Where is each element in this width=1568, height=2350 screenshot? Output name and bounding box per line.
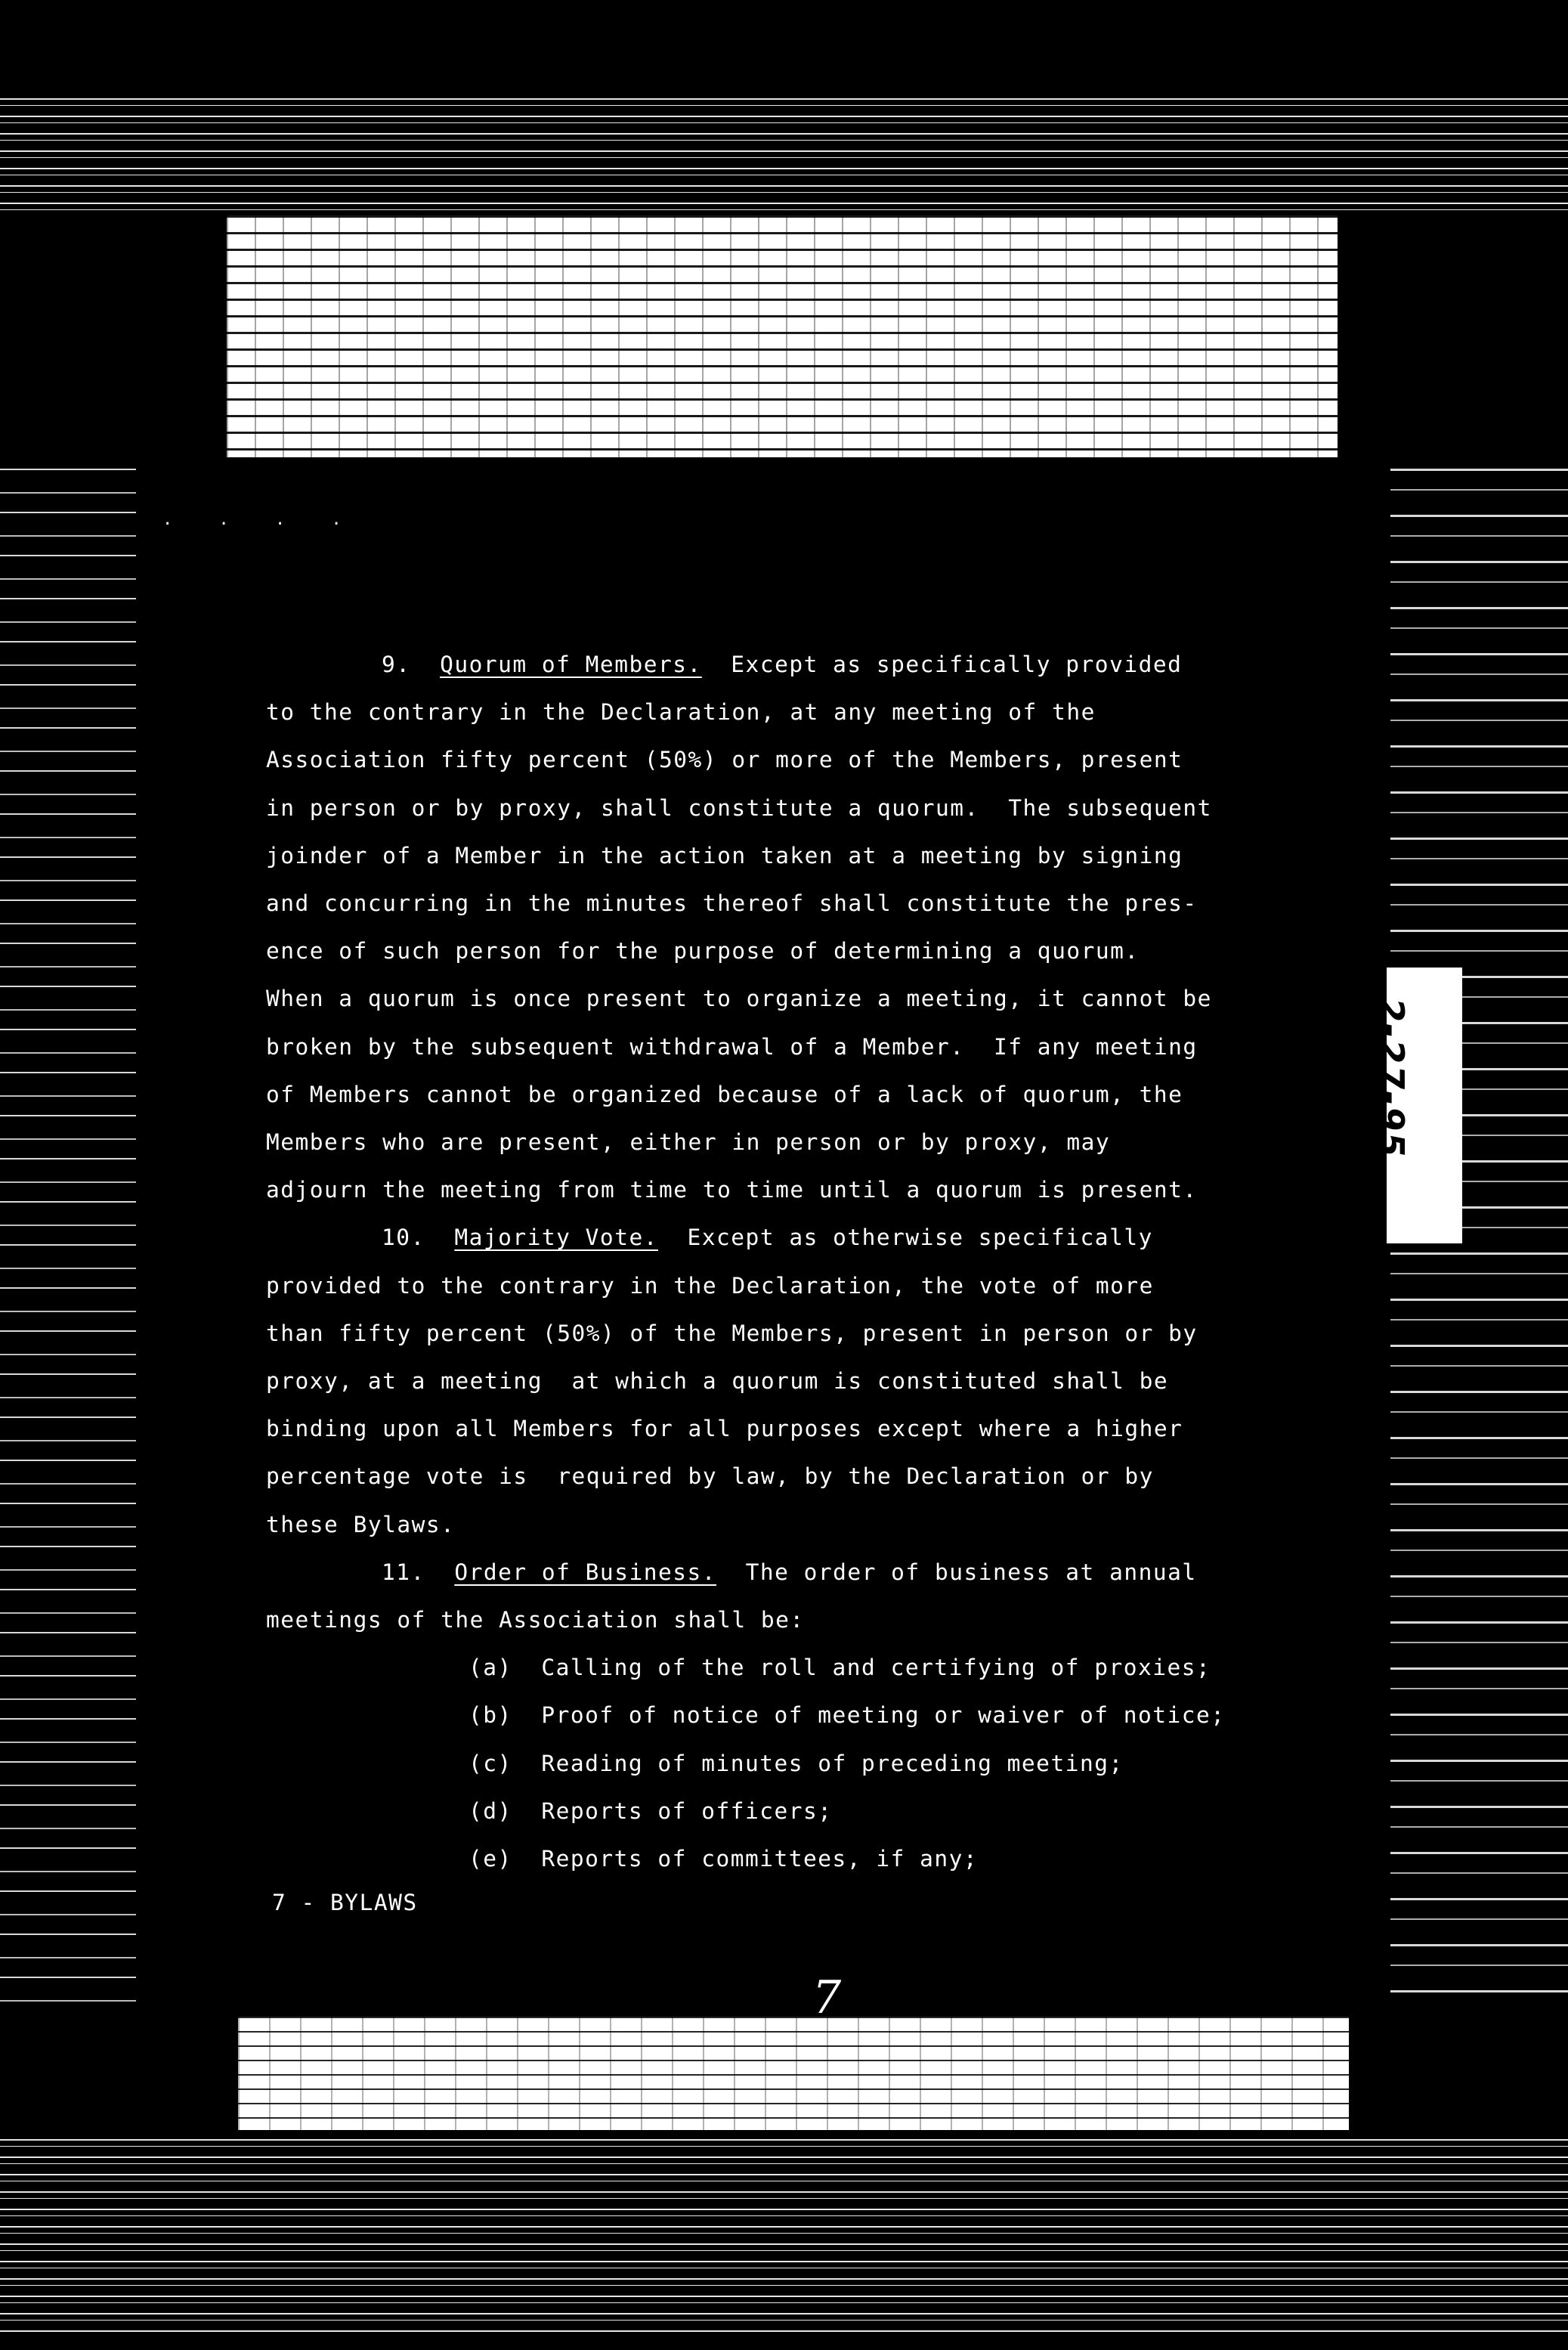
- section-1-text-line: and concurring in the minutes thereof shall constitute the pres-: [266, 890, 1198, 916]
- section-3-text-line: meetings of the Association shall be:: [266, 1607, 805, 1633]
- item-label: (a): [469, 1655, 512, 1681]
- section-2-text-line: binding upon all Members for all purposes except where a higher: [266, 1416, 1183, 1442]
- order-of-business-item: [469, 1846, 978, 1872]
- order-of-business-item: [469, 1798, 833, 1824]
- section-2-text-line: percentage vote is required by law, by the Declaration or by: [266, 1463, 1154, 1490]
- order-of-business-item: [469, 1655, 1211, 1680]
- item-text: Proof of notice of meeting or waiver of notice;: [541, 1702, 1226, 1729]
- scan-specks: . . . .: [162, 510, 360, 529]
- section-number: 9.: [382, 652, 411, 677]
- section-1-text-line: in person or by proxy, shall constitute a quorum. The subsequent: [266, 794, 1212, 821]
- section-2-first-line: [382, 1225, 1153, 1250]
- section-number: 10.: [382, 1225, 425, 1251]
- item-text: Reports of committees, if any;: [541, 1846, 979, 1872]
- order-of-business-item: [469, 1751, 1124, 1776]
- section-3-first-line: [382, 1559, 1197, 1585]
- section-heading: Majority Vote.: [454, 1225, 658, 1251]
- section-1-text-line: broken by the subsequent withdrawal of a Member. If any meeting: [266, 1033, 1198, 1060]
- item-label: (b): [469, 1702, 512, 1729]
- section-2-text-line: these Bylaws.: [266, 1511, 456, 1537]
- section-1-first-line: [382, 652, 1182, 677]
- section-1-text-line: ence of such person for the purpose of determining a quorum.: [266, 938, 1140, 964]
- item-label: (e): [469, 1846, 512, 1872]
- section-heading: Quorum of Members.: [440, 652, 702, 677]
- item-text: Reports of officers;: [541, 1797, 833, 1824]
- item-text: Calling of the roll and certifying of proxies;: [541, 1655, 1211, 1681]
- section-1-text-line: Members who are present, either in person or by proxy, may: [266, 1129, 1111, 1155]
- section-1-text-line: of Members cannot be organized because of a lack of quorum, the: [266, 1081, 1183, 1107]
- page-footer: 7 - BYLAWS: [272, 1890, 418, 1915]
- item-label: (c): [469, 1750, 512, 1776]
- section-1-text-line: joinder of a Member in the action taken at a meeting by signing: [266, 842, 1183, 868]
- order-of-business-item: [469, 1702, 1226, 1728]
- margin-date-stamp: 2-27-95: [1371, 998, 1412, 1159]
- section-2-text-line: provided to the contrary in the Declaration, the vote of more: [266, 1272, 1154, 1299]
- section-first-line-text: The order of business at annual: [745, 1559, 1197, 1585]
- section-1-text-line: When a quorum is once present to organize a meeting, it cannot be: [266, 986, 1212, 1012]
- section-1-text-line: adjourn the meeting from time to time until a quorum is present.: [266, 1177, 1198, 1203]
- section-heading: Order of Business.: [454, 1559, 717, 1585]
- section-number: 11.: [382, 1559, 425, 1585]
- handwritten-page-number: 7: [812, 1971, 842, 2024]
- section-2-text-line: proxy, at a meeting at which a quorum is constituted shall be: [266, 1368, 1169, 1394]
- section-first-line-text: Except as specifically provided: [731, 652, 1183, 677]
- section-1-text-line: to the contrary in the Declaration, at any meeting of the: [266, 699, 1096, 726]
- section-2-text-line: than fifty percent (50%) of the Members, present in person or by: [266, 1320, 1198, 1346]
- item-label: (d): [469, 1797, 512, 1824]
- section-first-line-text: Except as otherwise specifically: [687, 1225, 1153, 1251]
- item-text: Reading of minutes of preceding meeting;: [541, 1750, 1124, 1776]
- section-1-text-line: Association fifty percent (50%) or more of the Members, present: [266, 747, 1183, 773]
